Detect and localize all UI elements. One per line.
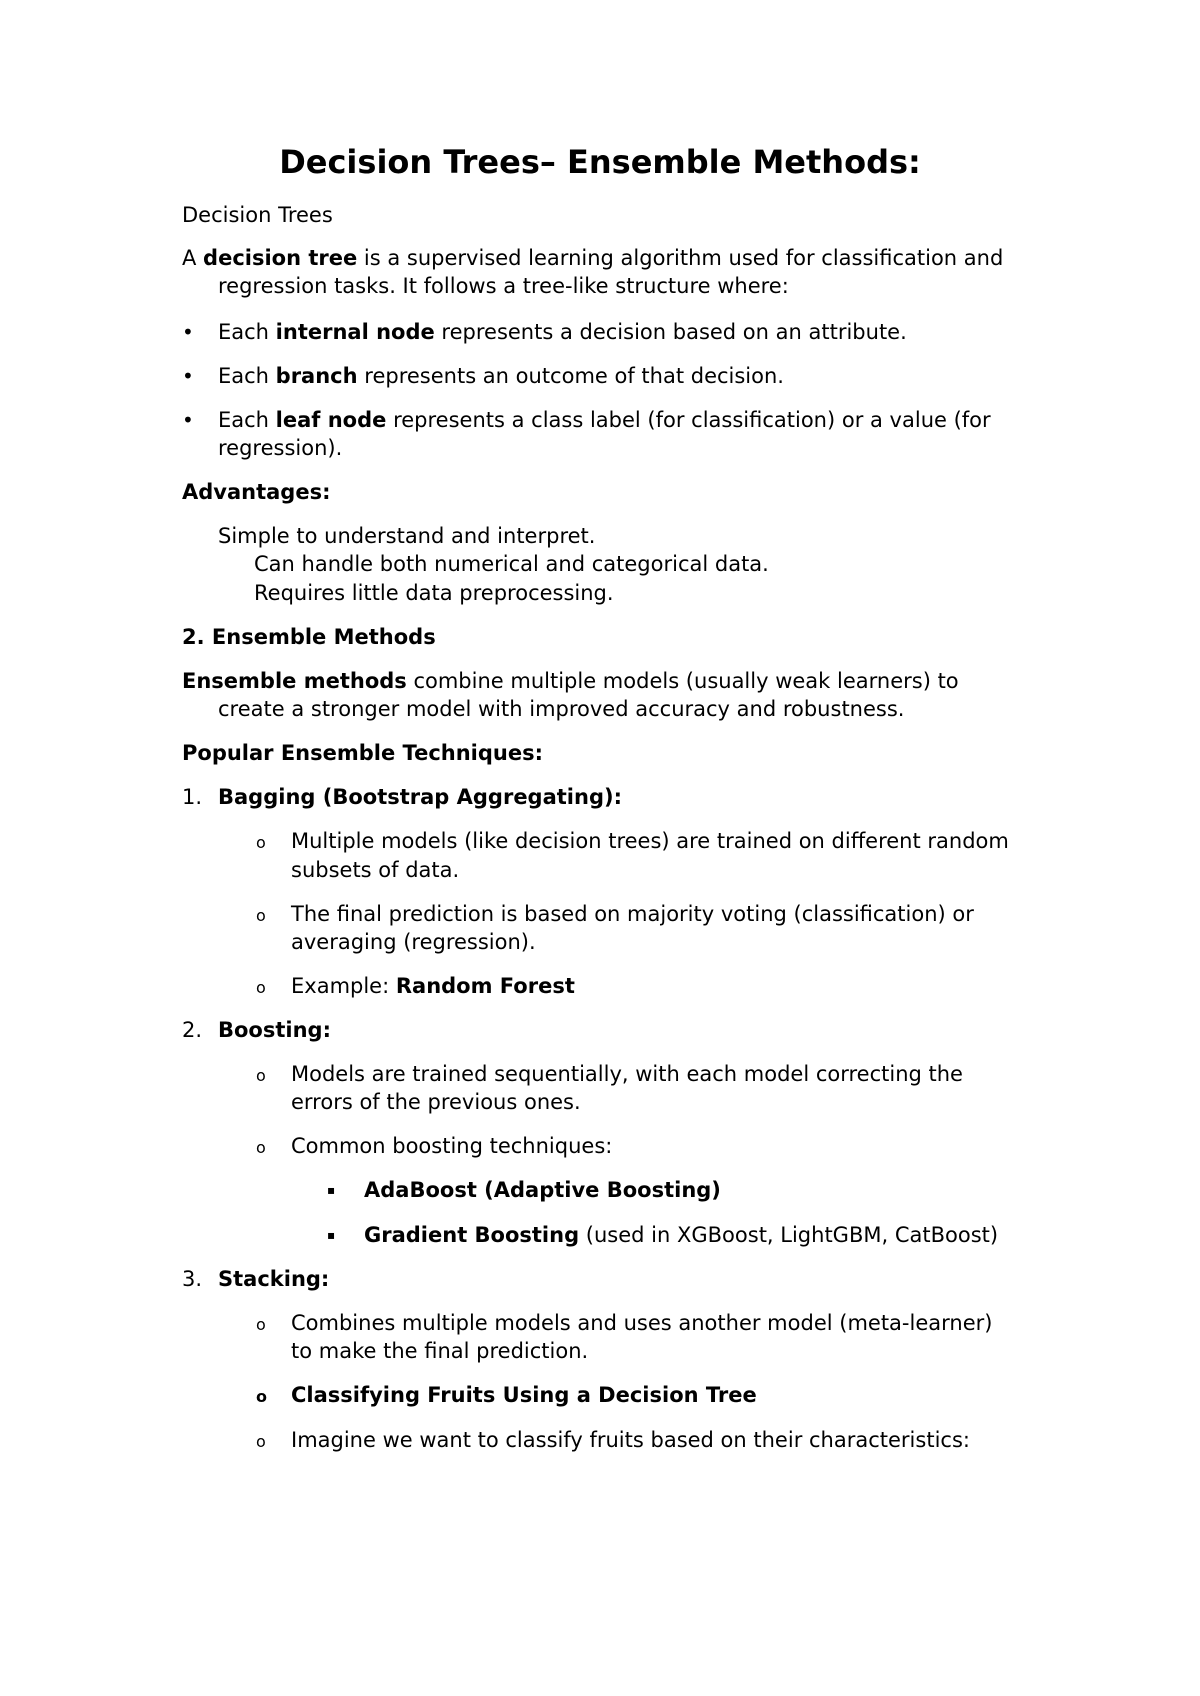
bold-term: Ensemble methods: [182, 669, 407, 693]
intro-a: A: [182, 246, 204, 270]
intro-paragraph-line-2: regression tasks. It follows a tree-like structure where:: [218, 274, 789, 298]
list-item: Each internal node represents a decision based on an attribute.: [218, 320, 907, 344]
bold-term: internal node: [275, 320, 435, 344]
list-number: 1.: [182, 785, 203, 809]
list-item: Classifying Fruits Using a Decision Tree: [291, 1383, 757, 1407]
bullet-circle-icon: o: [256, 1387, 267, 1406]
bullet-circle-icon: o: [256, 978, 266, 997]
advantage-item: Requires little data preprocessing.: [254, 581, 614, 605]
bold-term: Gradient Boosting: [364, 1223, 580, 1247]
ensemble-paragraph-line-1: Ensemble methods combine multiple models (usually weak learners) to: [182, 669, 959, 693]
bold-term: branch: [275, 364, 358, 388]
bullet-circle-icon: o: [256, 1432, 266, 1451]
bullet-circle-icon: o: [256, 833, 266, 852]
list-item: Each leaf node represents a class label (for classification) or a value (for: [218, 408, 991, 432]
list-item: Combines multiple models and uses another model (meta-learner): [291, 1311, 993, 1335]
section-heading-decision-trees: Decision Trees: [182, 203, 333, 227]
list-item-continuation: averaging (regression).: [291, 930, 536, 954]
list-item-continuation: subsets of data.: [291, 858, 460, 882]
advantage-item: Simple to understand and interpret.: [218, 524, 596, 548]
bullet-square-icon: ▪: [327, 1228, 336, 1242]
list-item: Example: Random Forest: [291, 974, 575, 998]
list-item: Models are trained sequentially, with each model correcting the: [291, 1062, 963, 1086]
intro-bold-term: decision tree: [203, 246, 358, 270]
popular-techniques-heading: Popular Ensemble Techniques:: [182, 741, 543, 765]
list-item: The final prediction is based on majority voting (classification) or: [291, 902, 974, 926]
list-number: 2.: [182, 1018, 203, 1042]
list-item: Each branch represents an outcome of that decision.: [218, 364, 784, 388]
bold-term: leaf node: [275, 408, 387, 432]
list-item-continuation: errors of the previous ones.: [291, 1090, 581, 1114]
technique-title-boosting: Boosting:: [218, 1018, 331, 1042]
technique-title-bagging: Bagging (Bootstrap Aggregating):: [218, 785, 622, 809]
list-item: Multiple models (like decision trees) are trained on different random: [291, 829, 1009, 853]
list-item-continuation: regression).: [218, 436, 343, 460]
bold-term: Random Forest: [395, 974, 575, 998]
intro-rest-1: is a supervised learning algorithm used for classification and: [357, 246, 1004, 270]
list-item: AdaBoost (Adaptive Boosting): [364, 1178, 721, 1202]
advantages-heading: Advantages:: [182, 480, 331, 504]
bullet-disc-icon: •: [182, 408, 194, 432]
bullet-circle-icon: o: [256, 1066, 266, 1085]
list-item: Gradient Boosting (used in XGBoost, LightGBM, CatBoost): [364, 1223, 999, 1247]
page-title: Decision Trees– Ensemble Methods:: [279, 143, 921, 181]
bullet-circle-icon: o: [256, 1315, 266, 1334]
bullet-disc-icon: •: [182, 364, 194, 388]
ensemble-paragraph-line-2: create a stronger model with improved accuracy and robustness.: [218, 697, 905, 721]
technique-title-stacking: Stacking:: [218, 1267, 330, 1291]
intro-paragraph-line-1: [182, 244, 1003, 272]
list-item-continuation: to make the final prediction.: [291, 1339, 589, 1363]
bullet-square-icon: ▪: [327, 1183, 336, 1197]
list-number: 3.: [182, 1267, 203, 1291]
list-item: Common boosting techniques:: [291, 1134, 613, 1158]
bullet-circle-icon: o: [256, 1138, 266, 1157]
advantage-item: Can handle both numerical and categorical data.: [254, 552, 769, 576]
list-item: Imagine we want to classify fruits based on their characteristics:: [291, 1428, 970, 1452]
bullet-disc-icon: •: [182, 320, 194, 344]
bullet-circle-icon: o: [256, 906, 266, 925]
section-heading-ensemble-methods: 2. Ensemble Methods: [182, 625, 436, 649]
